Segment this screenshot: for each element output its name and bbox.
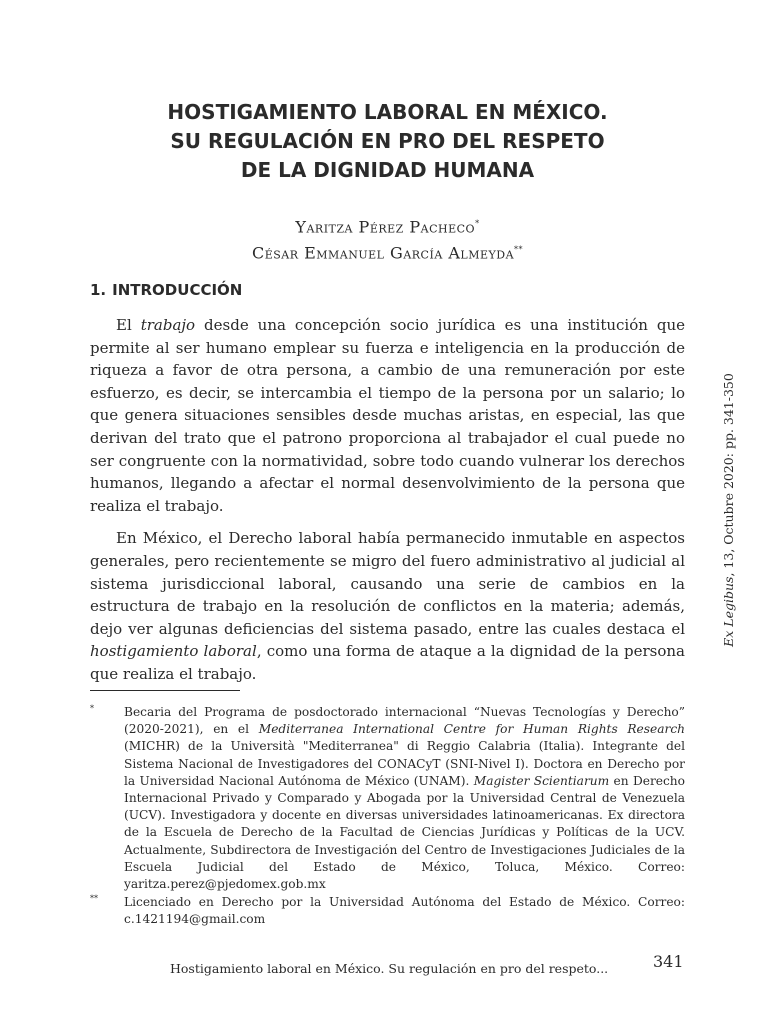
journal-name: Ex Legibus — [721, 576, 736, 647]
paragraph-1-text-b: desde una concepción socio jurídica es una institución que permite al ser humano emplear su fuerza e inteligencia en la producción de riqueza a favor de otra persona, a cambio de una remuneración por este esfuerzo, es decir, se intercambia el tiempo de la persona por un salario; lo que genera situaciones sensibles desde muchas aristas, en especial, las que derivan del trato que el patrono proporciona al trabajador el cual puede no ser congruente con la normatividad, sobre todo cuando vulnerar los derechos humanos, llegando a afectar el normal desenvolvimiento de la persona que realiza el trabajo. — [90, 316, 686, 515]
paragraph-2 — [90, 527, 685, 685]
paragraph-2-emphasis: hostigamiento laboral — [90, 642, 257, 661]
author-1 — [90, 212, 685, 238]
author-2 — [90, 238, 685, 264]
author-list — [90, 212, 685, 265]
footnote-1-mark: * — [90, 704, 94, 713]
footnote-2-mark: ** — [90, 894, 98, 904]
title-line-1: HOSTIGAMIENTO LABORAL EN MÉXICO. — [167, 100, 608, 124]
footnote-1-emphasis-b: Magister Scientiarum — [473, 773, 610, 788]
paragraph-2-text-a: En México, el Derecho laboral había permanecido inmutable en aspectos generales, pero recientemente se migro del fuero administrativo al judicial al sistema jurisdiccional laboral, causando una serie de cambios en la estructura de trabajo en la resolución de conflictos en la materia; además, dejo ver algunas deficiencias del sistema pasado, entre las cuales destaca el — [90, 529, 685, 638]
paragraph-2-text-b: , como una forma de ataque a la dignidad de la persona que realiza el trabajo. — [90, 642, 686, 683]
section-title: INTRODUCCIÓN — [112, 281, 243, 299]
footnote-1 — [90, 704, 685, 893]
title-line-3: DE LA DIGNIDAD HUMANA — [240, 158, 535, 182]
footnote-1-emphasis-a: Mediterranea International Centre for Human Rights Research — [258, 722, 685, 737]
title-line-2: SU REGULACIÓN EN PRO DEL RESPETO — [170, 129, 605, 153]
journal-details: , 13, Octubre 2020: pp. 341-350 — [721, 373, 736, 577]
footnote-separator — [90, 690, 240, 691]
running-footer: Hostigamiento laboral en México. Su regulación en pro del respeto... — [170, 961, 609, 976]
footnotes — [90, 704, 685, 930]
footnote-1-text-c: en Derecho Internacional Privado y Comparado y Abogada por la Universidad Central de Venezuela (UCV). Investigadora y docente en diversas universidades latinoamericanas. Ex directora de la Escuela de Derecho de la Facultad de Ciencias Jurídicas y Políticas de la UCV. Actualmente, Subdirectora de Investigación del Centro de Investigaciones Judiciales de la Escuela Judicial del Estado de México, Toluca, México. Correo: yaritza.perez@pjedomex.gob.mx — [124, 773, 685, 892]
author-2-name: César Emmanuel García Almeyda — [251, 243, 515, 263]
author-1-name: Yaritza Pérez Pacheco — [295, 217, 476, 237]
article-title — [90, 98, 685, 185]
body-text — [90, 314, 685, 696]
paragraph-1-text-a: El — [116, 316, 141, 334]
footnote-2-text: Licenciado en Derecho por la Universidad Autónoma del Estado de México. Correo: c.1421194@gmail.com — [124, 895, 685, 927]
paragraph-1 — [90, 314, 685, 517]
section-heading — [90, 279, 242, 301]
footnote-2 — [90, 894, 685, 928]
author-1-footnote-mark: * — [475, 219, 480, 228]
section-number: 1. — [90, 281, 107, 299]
paragraph-1-emphasis: trabajo — [140, 316, 196, 334]
page-number: 341 — [653, 952, 684, 971]
footnote-1-text-b: (MICHR) de la Università "Mediterranea" di Reggio Calabria (Italia). Integrante del Sistema Nacional de Investigadores del CONACyT (SNI-Nivel I). Doctora en Derecho por la Universidad Nacional Autónoma de México (UNAM). — [124, 739, 685, 788]
author-2-footnote-mark: ** — [514, 245, 524, 255]
journal-citation — [721, 373, 737, 647]
footnote-1-text-a: Becaria del Programa de posdoctorado internacional “Nuevas Tecnologías y Derecho” (2020-2021), en el — [124, 705, 685, 737]
